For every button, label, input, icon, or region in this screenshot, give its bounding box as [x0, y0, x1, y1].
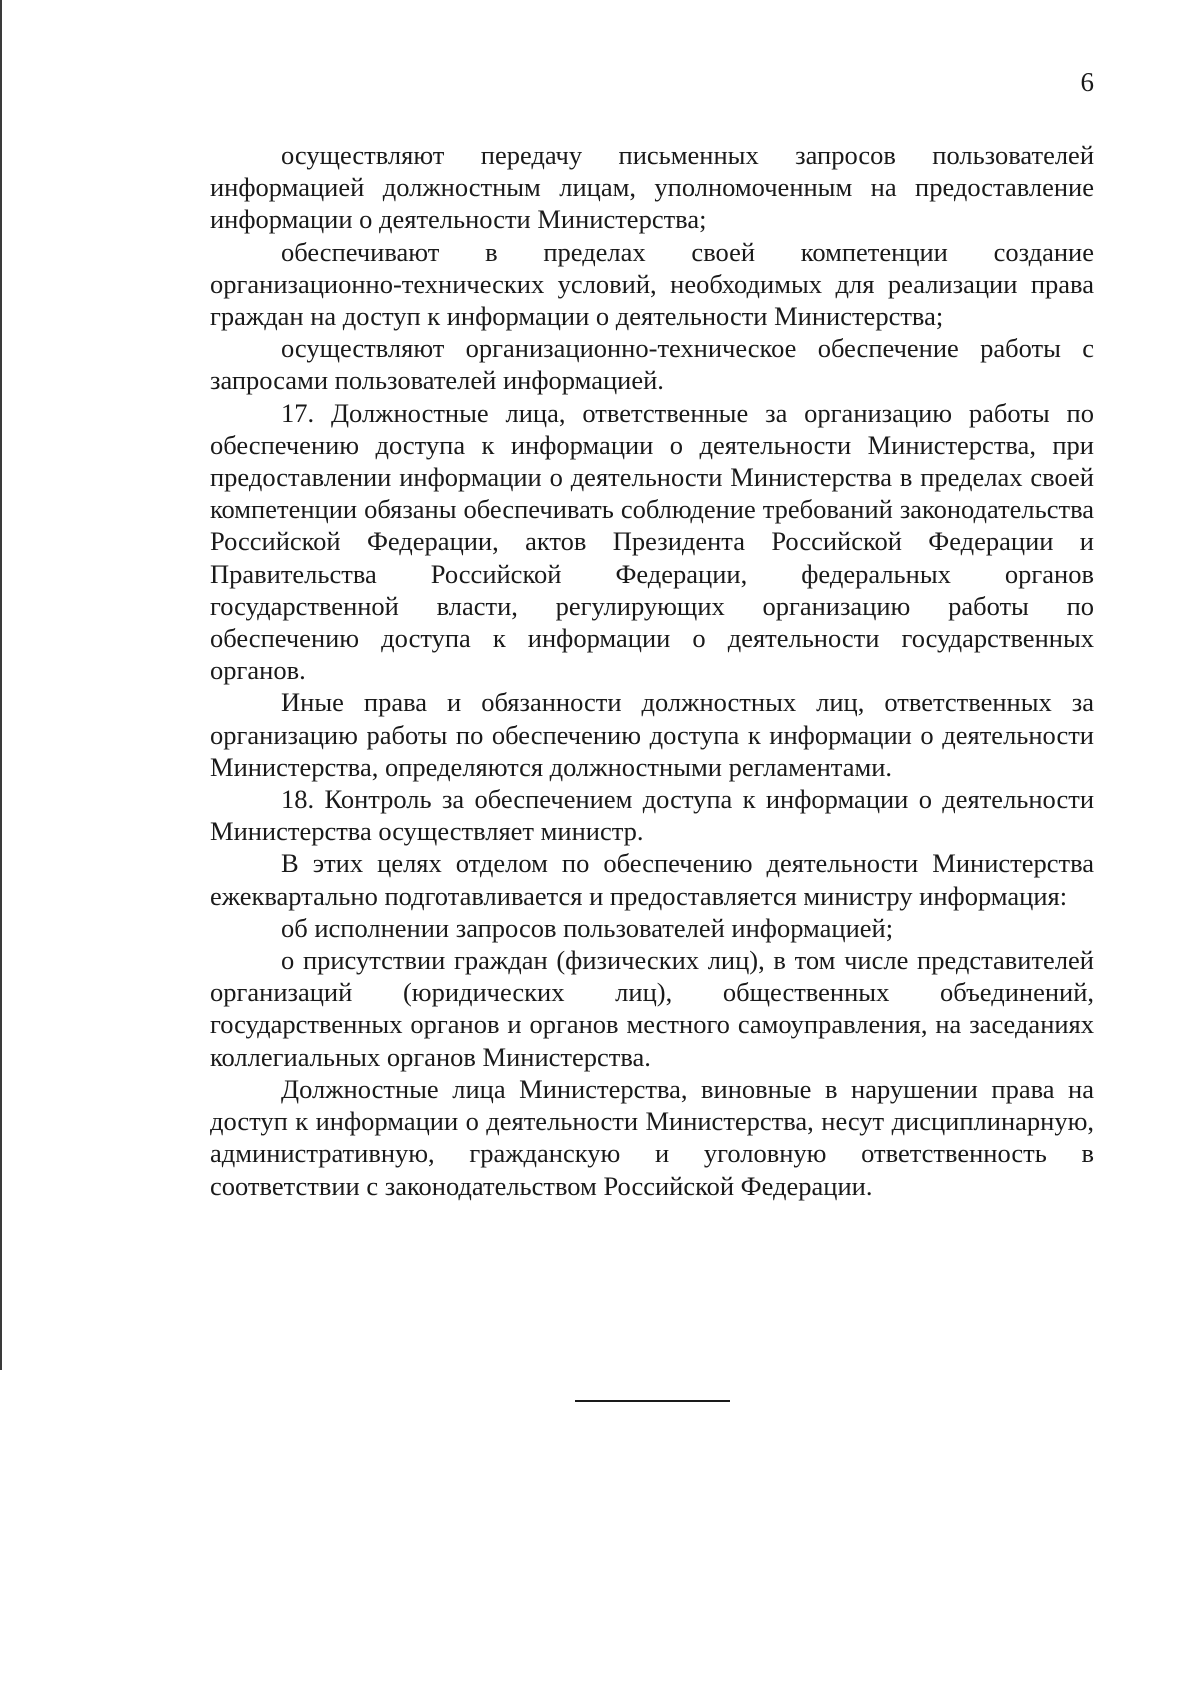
paragraph-request-execution: об исполнении запросов пользователей информацией; — [281, 912, 894, 943]
paragraph-attendance: о присутствии граждан (физических лиц), в том числе представителей организаций (юридических лиц), общественных объединений, государственных органов и органов местного самоуправления, на заседаниях коллегиальных органов Министерства. — [210, 945, 1094, 1072]
paragraph-liability: Должностные лица Министерства, виновные в нарушении права на доступ к информации о деятельности Министерства, несут дисциплинарную, административную, гражданскую и уголовную ответственность в соответствии с законодательством Российской Федерации. — [210, 1073, 1094, 1201]
paragraph-clause-17: 17. Должностные лица, ответственные за организацию работы по обеспечению доступа к информации о деятельности Министерства, при предоставлении информации о деятельности Министерства в пределах своей компетенции обязаны обеспечивать соблюдение требований законодательства Российской Федерации, актов Президента Российской Федерации и Правительства Российской Федерации, федеральных органов государственной власти, регулирующих организацию работы по обеспечению доступа к информации о деятельности государственных органов. — [210, 397, 1094, 686]
document-body — [210, 139, 1094, 1202]
scan-edge-line — [0, 0, 2, 1370]
paragraph-technical-support: осуществляют организационно-техническое обеспечение работы с запросами пользователей информацией. — [210, 333, 1094, 396]
paragraph-clause-18: 18. Контроль за обеспечением доступа к информации о деятельности Министерства осуществляет министр. — [210, 784, 1094, 847]
end-separator-line — [575, 1400, 730, 1402]
page-number: 6 — [1080, 67, 1094, 97]
paragraph-quarterly-report: В этих целях отделом по обеспечению деятельности Министерства ежеквартально подготавливается и предоставляется министру информация: — [210, 848, 1094, 911]
paragraph-technical-conditions: обеспечивают в пределах своей компетенции создание организационно-технических условий, необходимых для реализации права граждан на доступ к информации о деятельности Министерства; — [210, 236, 1094, 332]
paragraph-transfer-requests: осуществляют передачу письменных запросов пользователей информацией должностным лицам, уполномоченным на предоставление информации о деятельности Министерства; — [210, 140, 1094, 235]
paragraph-other-rights: Иные права и обязанности должностных лиц, ответственных за организацию работы по обеспечению доступа к информации о деятельности Министерства, определяются должностными регламентами. — [210, 687, 1094, 782]
